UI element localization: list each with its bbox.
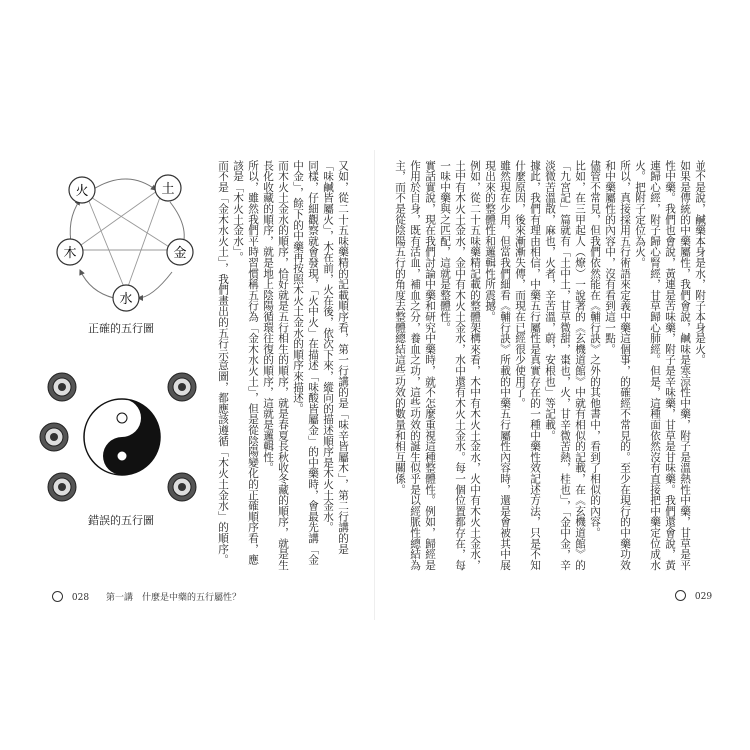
page-number: 028 bbox=[71, 593, 90, 603]
paragraph: 並不是說，鹹藥本身是水，附子本身是火。 bbox=[694, 160, 706, 366]
paragraph: 例如，從二十五味藥精記載的整體架構來看，木中有木火土金水，火中有木火土金水，土中有木火土金水，金中有木火土金水，水中還有木火土金水。每一個位置都存在，每一味中藥與之匹配，這就是整體性。 bbox=[439, 160, 481, 571]
wrong-diagram-caption: 錯誤的五行圖 bbox=[88, 514, 154, 527]
element-medallion-middle-left bbox=[40, 423, 68, 451]
paragraph: 又如，從二十五味藥精的記載順序看，第一行講的是「味辛皆屬木」，第二行講的是「味鹹皆屬火」，木在前，火在後，依次下來，縱向的描述順序是木火土金水。 bbox=[322, 160, 349, 555]
book-gutter bbox=[374, 150, 375, 620]
paragraph: 而木火土金水的順序，恰好就是五行相生的順序，就是春夏長秋收冬藏的順序，就是生長化收藏的順序，就是地上陰陽循環往復的順序，這就是邏輯性。 bbox=[262, 160, 289, 571]
right-page bbox=[375, 0, 750, 750]
element-medallion-top-left bbox=[48, 373, 76, 401]
paragraph: 儘管不常見，但我們依然能在《輔行訣》之外的其他書中，看到了相似的內容。 bbox=[589, 160, 601, 538]
page-marker-icon bbox=[52, 591, 63, 602]
svg-text:水: 水 bbox=[119, 292, 133, 307]
element-medallion-bottom-right bbox=[168, 473, 196, 501]
node-water bbox=[113, 285, 139, 311]
paragraph: 實話實說，現在我們討論中藥和研究中藥時，就不怎麼重視這種整體性。例如，歸經是作用於自身，既有活血，補血之分，養血之功，這些功效的誕生似乎是以經脈性總結為主，而不是從陰陽五行的角度去整體總結這些功效的數量和相互關係。 bbox=[394, 160, 436, 571]
paragraph: 所以，真接採用五行術語來定義中藥這個事，的確經不常見的。至少在現行的中藥功效和中藥屬性的內容中，沒有看到這一點。 bbox=[604, 160, 631, 571]
svg-text:金: 金 bbox=[173, 246, 187, 261]
correct-diagram-caption: 正確的五行圖 bbox=[88, 322, 154, 335]
chapter-title: 第一講 什麼是中藥的五行屬性？ bbox=[105, 593, 241, 603]
node-fire bbox=[69, 177, 95, 203]
paragraph: 所以，雖然我們平時習慣稱五行為「金木水火土」，但是從陰陽變化的正確順序看，應該是「木火土金水」。 bbox=[232, 160, 259, 566]
left-page-body bbox=[217, 160, 350, 575]
element-medallion-bottom-left bbox=[48, 473, 76, 501]
yin-yang-symbol bbox=[84, 399, 160, 475]
paragraph: 比如，在三甲起人（燎）一說著的《玄機道館》中就有相似的記載，在《玄機道館》的「九宮記」篇就有「土中土，甘草微甜，棗也，火，甘辛微苦熱，桂也」，「金中金，辛淡微苦溫散，麻也，火者，辛苦溫，蔚，安根也」等記載。 bbox=[544, 160, 586, 571]
element-medallion-top-right bbox=[168, 373, 196, 401]
paragraph: 雖然現在少用，但當我們細看《輔行訣》所載的中藥五行屬性內容時，還是會被其中展現出來的整體性和邏輯性所震撼。 bbox=[484, 160, 511, 571]
paragraph: 而不是「金木水火土」，我們畫出的五行示意圖，都應該遵循「木火土金水」的順序。 bbox=[217, 160, 229, 566]
page-number: 029 bbox=[694, 592, 713, 602]
right-page-footer bbox=[675, 590, 712, 602]
node-earth bbox=[155, 175, 181, 201]
paragraph: 同樣，仔細觀察就會發現，「火中火」在描述「味酸皆屬金」的中藥時，會最先講「金中金」，餘下的中藥再按照木火土金水的順序來描述。 bbox=[292, 160, 319, 566]
correct-five-elements-diagram bbox=[52, 160, 202, 315]
right-page-body bbox=[394, 160, 707, 575]
left-page-footer bbox=[52, 590, 241, 603]
svg-text:火: 火 bbox=[75, 184, 89, 199]
wrong-five-elements-diagram bbox=[40, 365, 205, 505]
svg-text:土: 土 bbox=[161, 182, 175, 197]
node-wood bbox=[57, 239, 83, 265]
paragraph: 如果是傳統的中藥屬性，我們會說，鹹味是寒涼性中藥，附子是溫熱性中藥，甘草是平性中藥。我們也會說，黃連是苦味藥，附子是辛味藥，甘草是甘味藥。我們還會說，黃連歸心經，附子歸心腎經，甘草歸心肺經。但是，這種面依然沒有直接把中藥定位成水火。把附子定位為火。 bbox=[634, 160, 691, 571]
node-metal bbox=[167, 239, 193, 265]
page-marker-icon bbox=[675, 590, 686, 601]
svg-text:木: 木 bbox=[63, 246, 77, 261]
paragraph: 據此，我們有理由相信，中藥五行屬性是真實存在的一種中藥性效記述方法，只是不知什麼原因，後來漸漸失傳，而現在已經很少使用了。 bbox=[514, 160, 541, 571]
